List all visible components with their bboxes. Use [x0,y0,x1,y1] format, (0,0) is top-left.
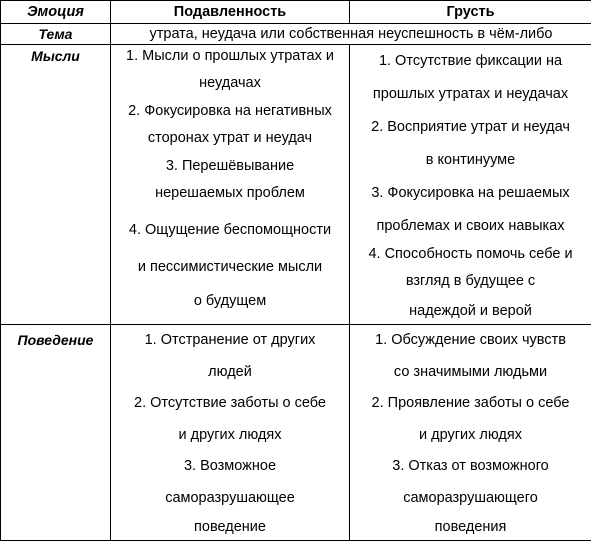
thoughts-label: Мысли [1,45,111,325]
thoughts-sadness-line: 1. Отсутствие фиксации на [350,45,591,78]
behavior-depression-line: 3. Возможное [111,451,349,483]
thoughts-sadness-line: прошлых утратах и неудачах [350,78,591,111]
thoughts-depression-line: нерешаемых проблем [111,175,349,212]
behavior-depression-line: поведение [111,514,349,540]
behavior-sadness-line: 1. Обсуждение своих чувств [350,325,591,357]
behavior-depression-line: людей [111,357,349,389]
behavior-sadness-line: и других людях [350,420,591,452]
theme-label: Тема [1,24,111,45]
thoughts-depression-line: сторонах утрат и неудач [111,120,349,157]
thoughts-depression-line: 3. Перешёвывание [111,157,349,175]
thoughts-depression-line: и пессимистические мысли [111,249,349,286]
thoughts-sadness-line: 2. Восприятие утрат и неудач [350,111,591,144]
thoughts-sadness-line: 4. Способность помочь себе и [350,243,591,265]
thoughts-sadness-cell [350,45,591,325]
thoughts-depression-line: 1. Мысли о прошлых утратах и [111,47,349,65]
header-emotion: Эмоция [1,1,111,24]
thoughts-depression-line: о будущем [111,286,349,316]
behavior-depression-line: и других людях [111,420,349,452]
thoughts-sadness-line: надеждой и верой [350,298,591,324]
behavior-sadness-line: 2. Проявление заботы о себе [350,388,591,420]
thoughts-depression-line: 4. Ощущение беспомощности [111,212,349,249]
behavior-sadness-line: поведения [350,514,591,540]
header-sadness: Грусть [350,1,591,24]
theme-row [1,24,591,45]
behavior-sadness-line: 3. Отказ от возможного [350,451,591,483]
thoughts-sadness-line: проблемах и своих навыках [350,210,591,243]
thoughts-sadness-line: 3. Фокусировка на решаемых [350,177,591,210]
behavior-sadness-line: саморазрушающего [350,483,591,515]
header-depression: Подавленность [111,1,350,24]
header-row [1,1,591,24]
thoughts-depression-line: 2. Фокусировка на негативных [111,102,349,120]
behavior-depression-cell [111,325,350,541]
behavior-sadness-cell [350,325,591,541]
behavior-depression-line: 2. Отсутствие заботы о себе [111,388,349,420]
behavior-depression-line: саморазрушающее [111,483,349,515]
behavior-label: Поведение [1,325,111,541]
behavior-row [1,325,591,541]
thoughts-sadness-line: в континууме [350,144,591,177]
thoughts-depression-line: неудачах [111,65,349,102]
thoughts-depression-cell [111,45,350,325]
thoughts-row [1,45,591,325]
theme-text: утрата, неудача или собственная неуспешность в чём-либо [111,24,591,45]
behavior-depression-line: 1. Отстранение от других [111,325,349,357]
thoughts-sadness-line: взгляд в будущее с [350,265,591,298]
behavior-sadness-line: со значимыми людьми [350,357,591,389]
